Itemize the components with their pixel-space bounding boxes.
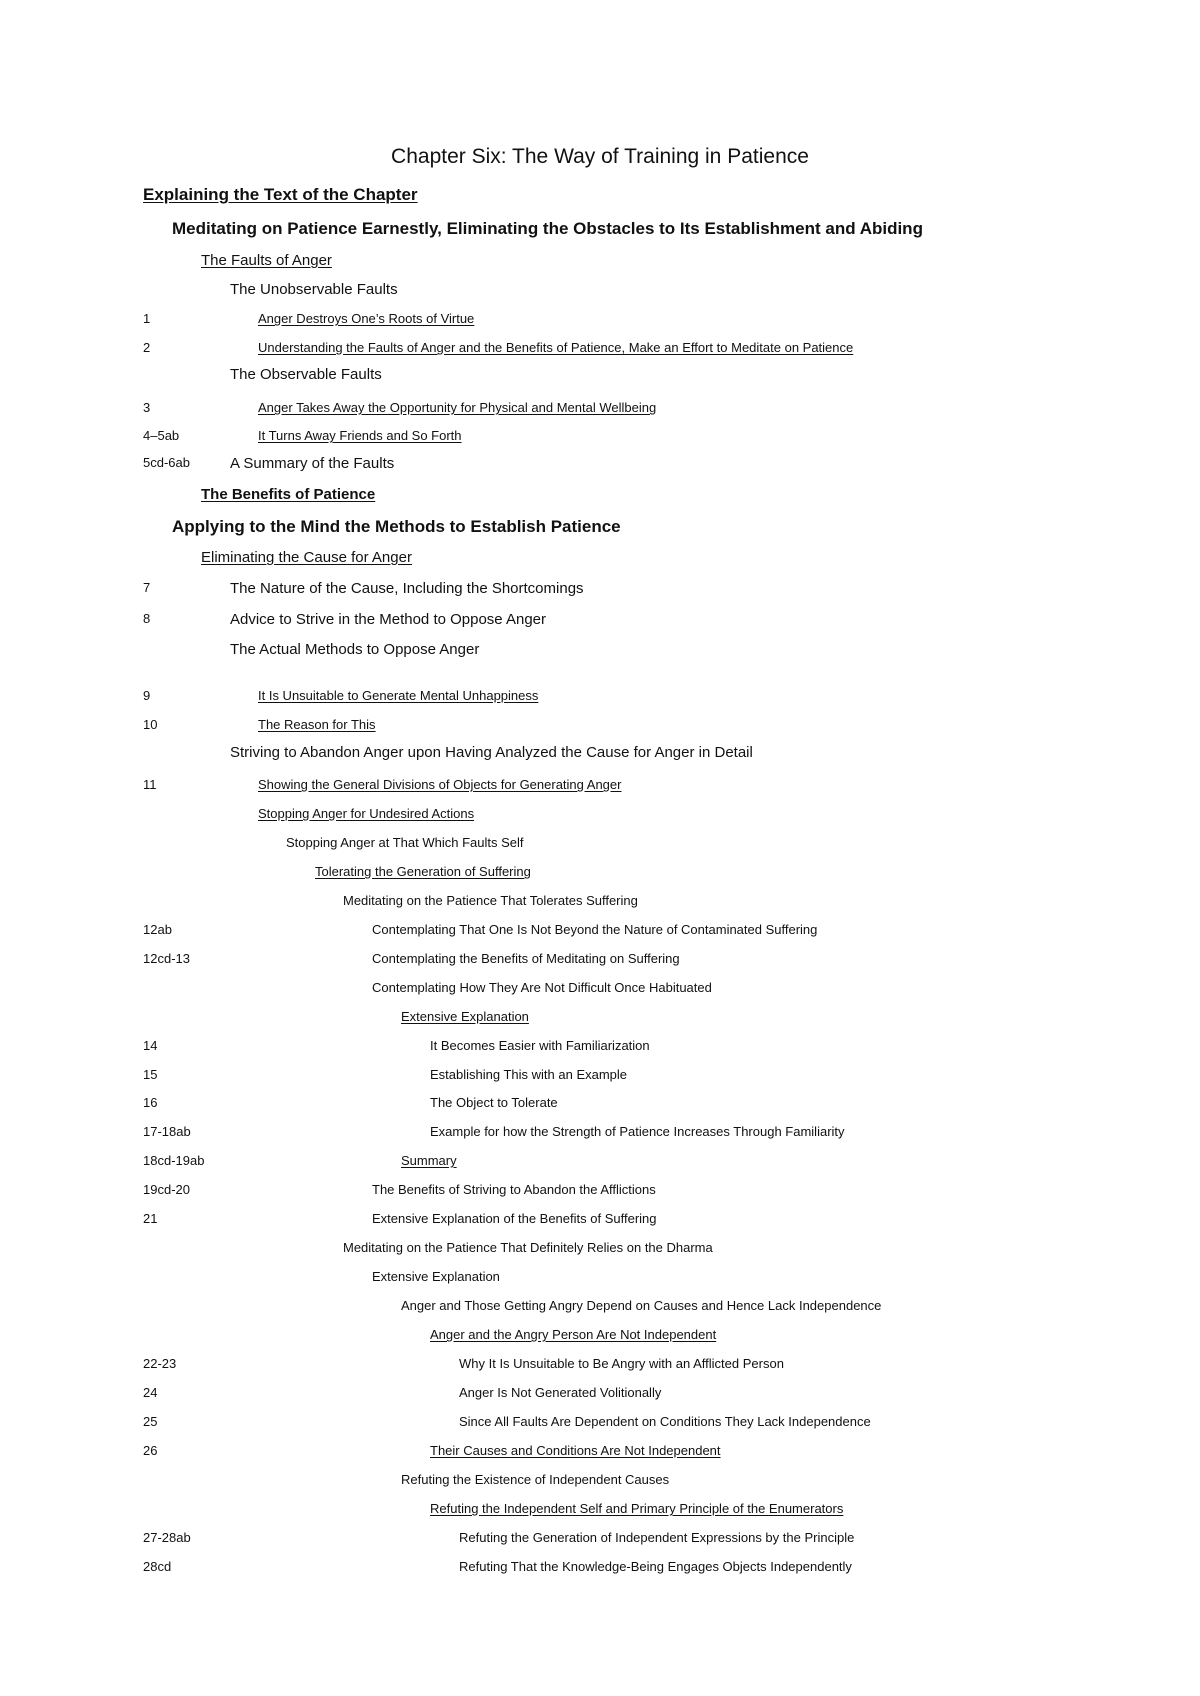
outline-entry: Meditating on the Patience That Tolerates Suffering [343, 893, 638, 908]
outline-entry: Anger Takes Away the Opportunity for Physical and Mental Wellbeing [258, 400, 657, 415]
verse-number: 3 [143, 400, 151, 415]
outline-entry: Example for how the Strength of Patience Increases Through Familiarity [430, 1124, 845, 1139]
verse-number: 12ab [143, 922, 172, 937]
heading-level-3: The Benefits of Patience [201, 486, 376, 503]
outline-entry: Refuting the Existence of Independent Causes [401, 1472, 670, 1487]
verse-number: 21 [143, 1211, 158, 1226]
heading-level-4: Advice to Strive in the Method to Oppose Anger [230, 611, 547, 628]
outline-entry: Stopping Anger for Undesired Actions [258, 806, 475, 821]
verse-number: 2 [143, 340, 151, 355]
heading-level-1: Explaining the Text of the Chapter [143, 185, 418, 204]
verse-number: 22-23 [143, 1356, 177, 1371]
heading-level-3: Eliminating the Cause for Anger [201, 549, 412, 566]
outline-entry: Summary [401, 1153, 457, 1168]
verse-number: 24 [143, 1385, 158, 1400]
outline-entry: Refuting the Independent Self and Primary Principle of the Enumerators [430, 1501, 844, 1516]
heading-level-4: Striving to Abandon Anger upon Having Analyzed the Cause for Anger in Detail [230, 744, 753, 761]
outline-entry: Tolerating the Generation of Suffering [315, 864, 531, 879]
heading-level-3: The Faults of Anger [201, 252, 332, 269]
outline-entry: Understanding the Faults of Anger and the Benefits of Patience, Make an Effort to Meditate on Patience [258, 340, 854, 355]
outline-entry: Showing the General Divisions of Objects for Generating Anger [258, 777, 622, 792]
heading-level-4: The Nature of the Cause, Including the Shortcomings [230, 580, 584, 597]
outline-entry: The Benefits of Striving to Abandon the Afflictions [372, 1182, 656, 1197]
outline-entry: Meditating on the Patience That Definitely Relies on the Dharma [343, 1240, 713, 1255]
outline-entry: Extensive Explanation of the Benefits of Suffering [372, 1211, 657, 1226]
heading-level-2: Applying to the Mind the Methods to Establish Patience [172, 517, 621, 536]
outline-entry: It Is Unsuitable to Generate Mental Unhappiness [258, 688, 539, 703]
verse-number: 9 [143, 688, 151, 703]
outline-entry: Their Causes and Conditions Are Not Independent [430, 1443, 721, 1458]
outline-entry: It Becomes Easier with Familiarization [430, 1038, 650, 1053]
verse-number: 16 [143, 1095, 158, 1110]
verse-number: 27-28ab [143, 1530, 191, 1545]
verse-number: 7 [143, 580, 151, 595]
outline-entry: Anger Destroys One’s Roots of Virtue [258, 311, 475, 326]
verse-number: 4–5ab [143, 428, 180, 443]
outline-entry: Refuting That the Knowledge-Being Engages Objects Independently [459, 1559, 852, 1574]
outline-entry: The Reason for This [258, 717, 376, 732]
verse-number: 26 [143, 1443, 158, 1458]
outline-entry: Stopping Anger at That Which Faults Self [286, 835, 524, 850]
outline-entry: It Turns Away Friends and So Forth [258, 428, 462, 443]
outline-entry: Since All Faults Are Dependent on Conditions They Lack Independence [459, 1414, 871, 1429]
verse-number: 19cd-20 [143, 1182, 190, 1197]
verse-number: 14 [143, 1038, 158, 1053]
outline-entry: Contemplating How They Are Not Difficult Once Habituated [372, 980, 712, 995]
outline-entry: Extensive Explanation [372, 1269, 500, 1284]
outline-entry: Contemplating the Benefits of Meditating on Suffering [372, 951, 680, 966]
outline-entry: Establishing This with an Example [430, 1067, 628, 1082]
verse-number: 11 [143, 777, 157, 792]
outline-entry: Refuting the Generation of Independent Expressions by the Principle [459, 1530, 855, 1545]
verse-number: 25 [143, 1414, 158, 1429]
verse-number: 5cd-6ab [143, 455, 190, 470]
outline-entry: The Object to Tolerate [430, 1095, 558, 1110]
verse-number: 28cd [143, 1559, 172, 1574]
verse-number: 8 [143, 611, 151, 626]
outline-entry: Contemplating That One Is Not Beyond the Nature of Contaminated Suffering [372, 922, 818, 937]
outline-entry: Anger Is Not Generated Volitionally [459, 1385, 662, 1400]
page-title: Chapter Six: The Way of Training in Patience [391, 145, 809, 168]
heading-level-4: A Summary of the Faults [230, 455, 395, 472]
outline-entry: Anger and the Angry Person Are Not Independent [430, 1327, 717, 1342]
outline-entry: Why It Is Unsuitable to Be Angry with an Afflicted Person [459, 1356, 784, 1371]
verse-number: 18cd-19ab [143, 1153, 205, 1168]
heading-level-4: The Actual Methods to Oppose Anger [230, 641, 480, 658]
outline-entry: Anger and Those Getting Angry Depend on Causes and Hence Lack Independence [401, 1298, 882, 1313]
heading-level-4: The Observable Faults [230, 366, 382, 383]
verse-number: 1 [143, 311, 151, 326]
heading-level-2: Meditating on Patience Earnestly, Eliminating the Obstacles to Its Establishment and Abiding [172, 219, 923, 238]
heading-level-4: The Unobservable Faults [230, 281, 398, 298]
verse-number: 12cd-13 [143, 951, 190, 966]
verse-number: 15 [143, 1067, 158, 1082]
verse-number: 10 [143, 717, 158, 732]
verse-number: 17-18ab [143, 1124, 191, 1139]
outline-entry: Extensive Explanation [401, 1009, 529, 1024]
